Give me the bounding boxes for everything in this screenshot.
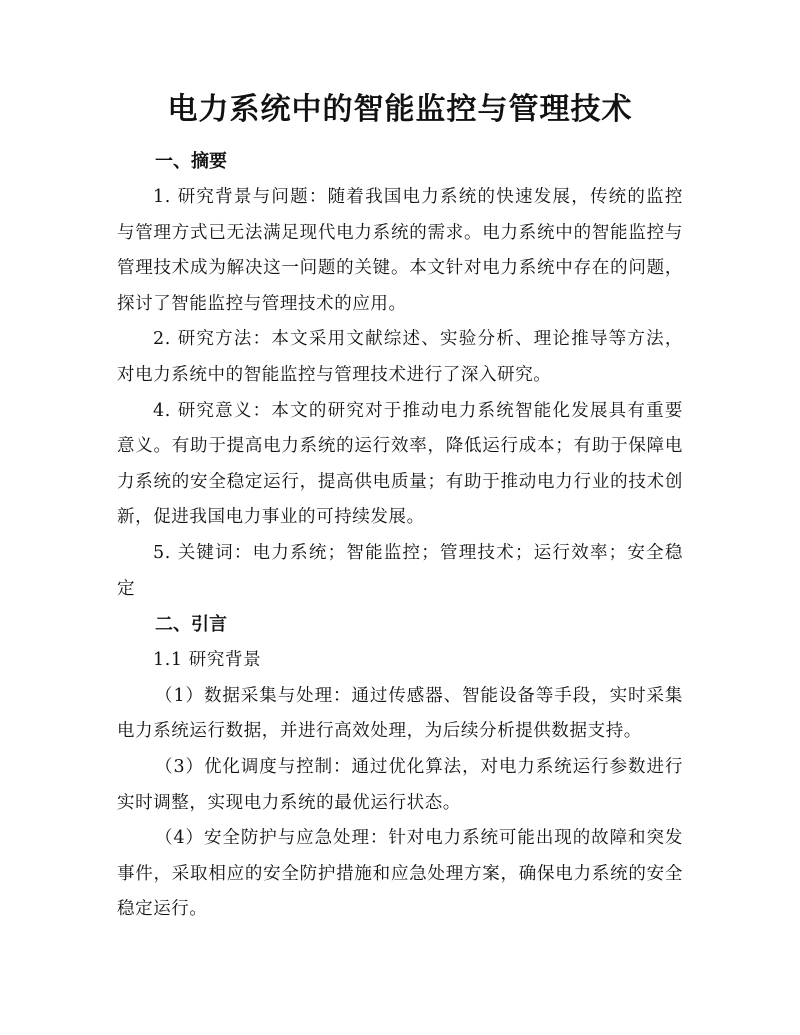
abstract-paragraph-significance: 4. 研究意义：本文的研究对于推动电力系统智能化发展具有重要意义。有助于提高电力系统的运行效率，降低运行成本；有助于保障电力系统的安全稳定运行，提高供电质量；有助于推动电力行业的技术创新，促进我国电力事业的可持续发展。 [117,400,683,528]
abstract-paragraph-keywords: 5. 关键词：电力系统；智能监控；管理技术；运行效率；安全稳定 [117,542,683,599]
abstract-section [117,144,683,607]
abstract-heading: 一、摘要 [155,151,227,172]
introduction-heading: 二、引言 [155,614,227,636]
abstract-paragraph-method: 2. 研究方法：本文采用文献综述、实验分析、理论推导等方法，对电力系统中的智能监控与管理技术进行了深入研究。 [117,329,683,385]
introduction-paragraph-safety: （4）安全防护与应急处理：针对电力系统可能出现的故障和突发事件，采取相应的安全防护措施和应急处理方案，确保电力系统的安全稳定运行。 [117,828,683,920]
introduction-subheading: 1.1 研究背景 [153,650,262,671]
introduction-section [117,607,683,928]
abstract-paragraph-background: 1. 研究背景与问题：随着我国电力系统的快速发展，传统的监控与管理方式已无法满足现代电力系统的需求。电力系统中的智能监控与管理技术成为解决这一问题的关键。本文针对电力系统中存在的问题，探讨了智能监控与管理技术的应用。 [117,187,683,314]
document-title: 电力系统中的智能监控与管理技术 [167,92,633,127]
introduction-paragraph-optimization: （3）优化调度与控制：通过优化算法，对电力系统运行参数进行实时调整，实现电力系统的最优运行状态。 [117,756,683,813]
introduction-paragraph-data-collection: （1）数据采集与处理：通过传感器、智能设备等手段，实时采集电力系统运行数据，并进行高效处理，为后续分析提供数据支持。 [117,685,683,742]
document-body [117,144,683,928]
